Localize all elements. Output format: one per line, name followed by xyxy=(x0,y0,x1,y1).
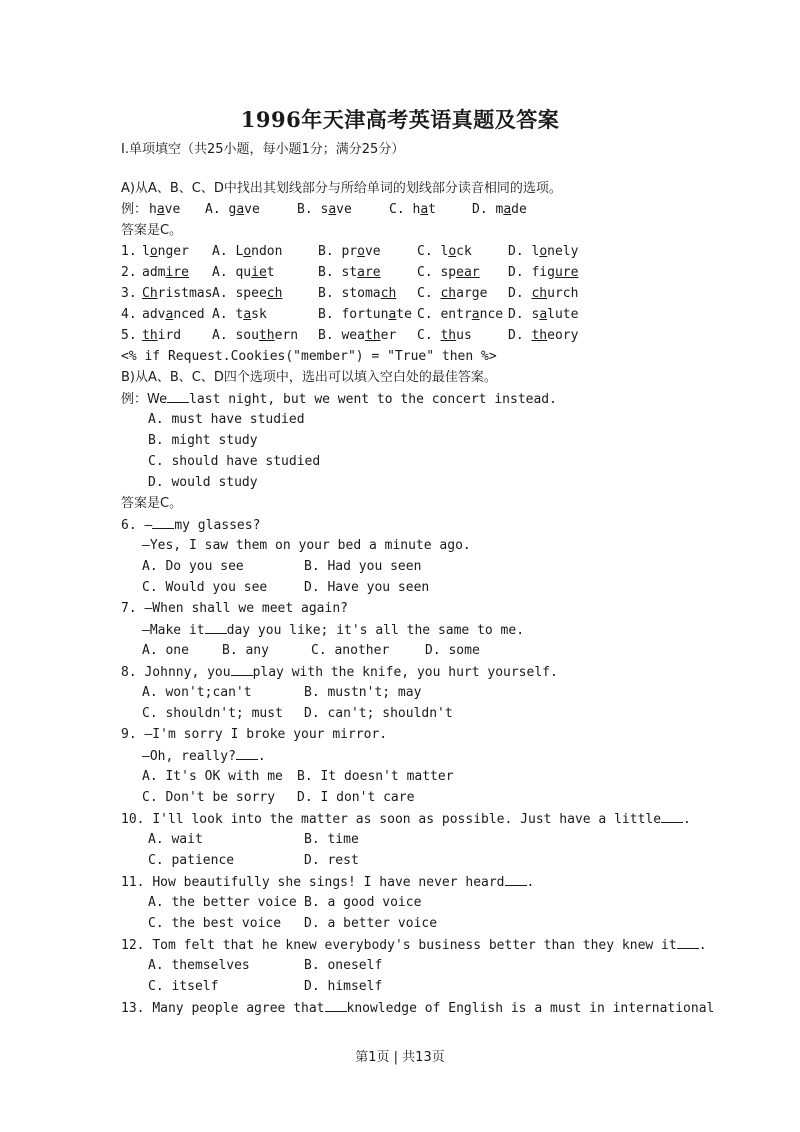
option-d: D. Have you seen xyxy=(304,580,430,595)
option-c: C. Don't be sorry xyxy=(142,790,276,805)
example-prefix: 例： xyxy=(121,202,148,217)
option-a: A. It's OK with me xyxy=(142,769,283,784)
section-heading: Ⅰ.单项填空（共25小题，每小题1分；满分25分） xyxy=(121,142,405,157)
option-d: D. himself xyxy=(304,979,383,994)
option-b: B. oneself xyxy=(304,958,383,973)
example-word: have xyxy=(149,202,181,217)
option-d: D. lonely xyxy=(508,244,579,259)
option-a: A. quiet xyxy=(212,265,275,280)
part-b-answer: 答案是C。 xyxy=(121,496,183,511)
question-word: third xyxy=(142,328,182,343)
question-stem: 10. I'll look into the matter as soon as possible. Just have a little . xyxy=(121,812,691,827)
option-b: B. prove xyxy=(318,244,381,259)
document-title: 1996年天津高考英语真题及答案 xyxy=(240,107,560,132)
option-a: A. London xyxy=(212,244,283,259)
answer-blank xyxy=(325,1000,347,1012)
option-c: C. itself xyxy=(148,979,219,994)
example-option-d: D. made xyxy=(472,202,527,217)
answer-blank xyxy=(505,874,527,886)
answer-blank xyxy=(661,811,683,823)
option-c: C. thus xyxy=(417,328,472,343)
answer-blank xyxy=(677,937,699,949)
option-c: C. lock xyxy=(417,244,472,259)
option-b: B. stomach xyxy=(318,286,397,301)
option-b: B. any xyxy=(222,643,269,658)
question-number: 1. xyxy=(121,244,137,259)
question-stem: 13. Many people agree that knowledge of English is a must in international xyxy=(121,1001,715,1016)
option-a: A. wait xyxy=(148,832,203,847)
option-c: C. Would you see xyxy=(142,580,268,595)
option-c: C. charge xyxy=(417,286,488,301)
question-stem: 9. —I'm sorry I broke your mirror. xyxy=(121,727,388,742)
question-number: 5. xyxy=(121,328,137,343)
question-word: advanced xyxy=(142,307,205,322)
example-stem: 例：We last night, but we went to the concert instead. xyxy=(121,392,557,407)
question-word: longer xyxy=(142,244,189,259)
question-number: 2. xyxy=(121,265,137,280)
answer-blank xyxy=(152,517,174,529)
example-option-a: A. gave xyxy=(205,202,260,217)
option-d: D. theory xyxy=(508,328,579,343)
option-d: D. figure xyxy=(508,265,579,280)
question-stem: 12. Tom felt that he knew everybody's business better than they knew it . xyxy=(121,938,707,953)
option-d: D. some xyxy=(425,643,480,658)
answer-blank xyxy=(231,664,253,676)
question-stem: 8. Johnny, you play with the knife, you hurt yourself. xyxy=(121,665,558,680)
answer-blank xyxy=(236,748,258,760)
question-stem: 7. —When shall we meet again? xyxy=(121,601,348,616)
option-b: B. It doesn't matter xyxy=(297,769,454,784)
option-d: D. rest xyxy=(304,853,359,868)
example-option-c: C. should have studied xyxy=(148,454,321,469)
option-a: A. southern xyxy=(212,328,299,343)
option-b: B. mustn't; may xyxy=(304,685,422,700)
example-option-a: A. must have studied xyxy=(148,412,305,427)
option-c: C. shouldn't; must xyxy=(142,706,283,721)
option-c: C. patience xyxy=(148,853,235,868)
example-option-b: B. save xyxy=(297,202,352,217)
option-a: A. won't;can't xyxy=(142,685,252,700)
code-line: <% if Request.Cookies("member") = "True" then %> xyxy=(121,349,497,364)
option-b: B. fortunate xyxy=(318,307,412,322)
option-d: D. I don't care xyxy=(297,790,415,805)
option-a: A. themselves xyxy=(148,958,250,973)
example-option-d: D. would study xyxy=(148,475,258,490)
option-b: B. time xyxy=(304,832,359,847)
example-option-b: B. might study xyxy=(148,433,258,448)
part-b-instruction: B)从A、B、C、D四个选项中，选出可以填入空白处的最佳答案。 xyxy=(121,370,497,385)
option-d: D. church xyxy=(508,286,579,301)
part-a-answer: 答案是C。 xyxy=(121,223,183,238)
option-a: A. speech xyxy=(212,286,283,301)
example-option-c: C. hat xyxy=(389,202,436,217)
option-d: D. can't; shouldn't xyxy=(304,706,453,721)
question-line: —Yes, I saw them on your bed a minute ago. xyxy=(142,538,471,553)
option-c: C. spear xyxy=(417,265,480,280)
question-number: 4. xyxy=(121,307,137,322)
answer-blank xyxy=(205,622,227,634)
option-c: C. the best voice xyxy=(148,916,282,931)
page-footer: 第1页 | 共13页 xyxy=(355,1050,445,1065)
question-stem: 6. — my glasses? xyxy=(121,518,261,533)
question-number: 3. xyxy=(121,286,137,301)
option-b: B. weather xyxy=(318,328,397,343)
option-b: B. Had you seen xyxy=(304,559,422,574)
question-word: admire xyxy=(142,265,189,280)
option-d: D. a better voice xyxy=(304,916,438,931)
question-stem: 11. How beautifully she sings! I have never heard . xyxy=(121,875,535,890)
option-c: C. entrance xyxy=(417,307,504,322)
answer-blank xyxy=(167,391,189,403)
option-a: A. one xyxy=(142,643,189,658)
option-c: C. another xyxy=(311,643,390,658)
option-a: A. the better voice xyxy=(148,895,297,910)
question-line: —Make it day you like; it's all the same to me. xyxy=(142,623,525,638)
option-a: A. task xyxy=(212,307,267,322)
part-a-instruction: A)从A、B、C、D中找出其划线部分与所给单词的划线部分读音相同的选项。 xyxy=(121,181,562,196)
question-line: —Oh, really? . xyxy=(142,749,266,764)
option-a: A. Do you see xyxy=(142,559,244,574)
option-d: D. salute xyxy=(508,307,579,322)
question-word: Christmas xyxy=(142,286,213,301)
option-b: B. stare xyxy=(318,265,381,280)
option-b: B. a good voice xyxy=(304,895,422,910)
